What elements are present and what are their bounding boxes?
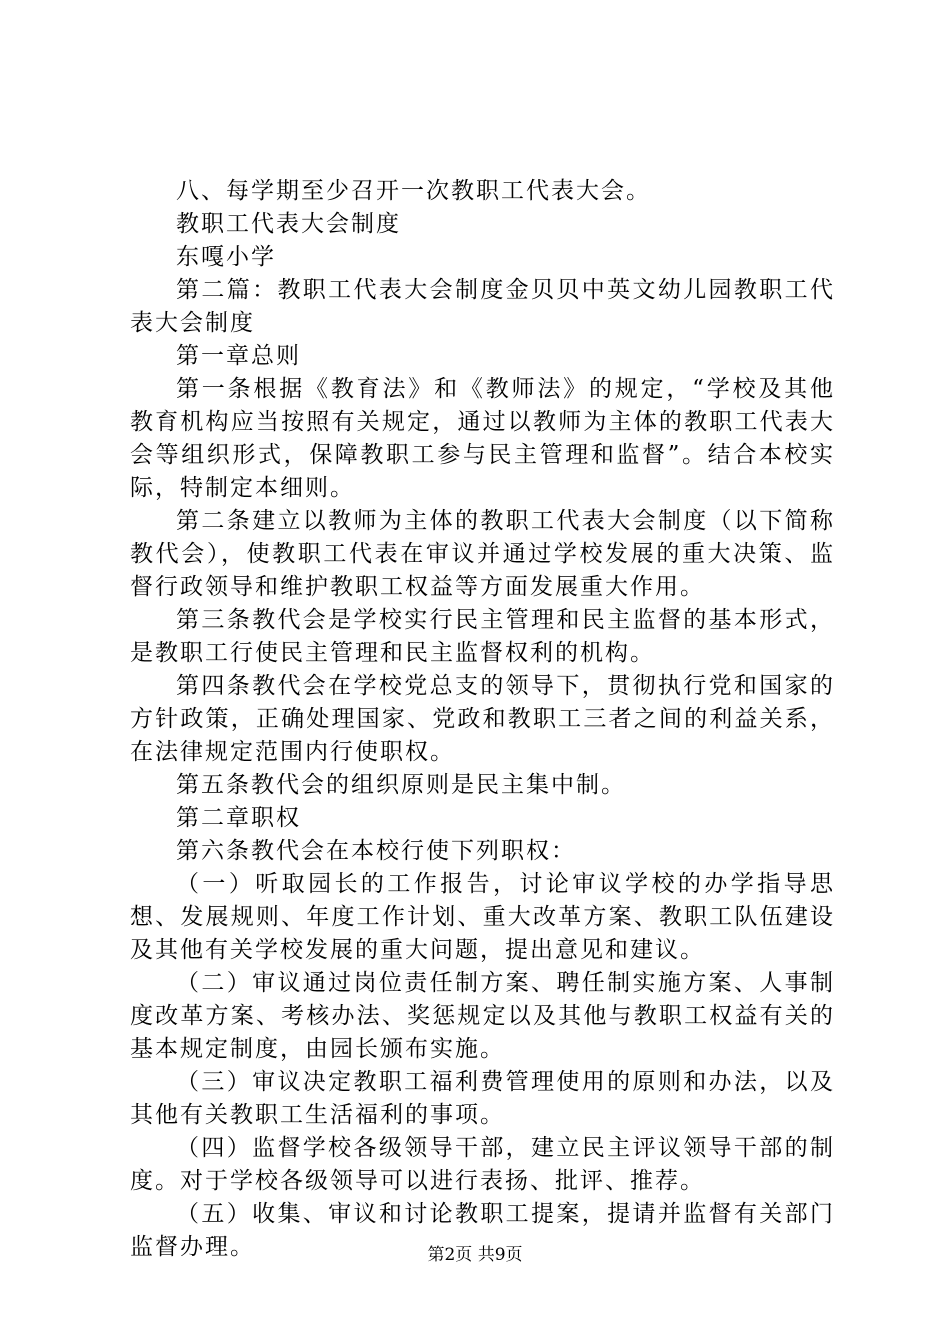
list-item: （一）听取园长的工作报告，讨论审议学校的办学指导思想、发展规则、年度工作计划、重大改革方案、教职工队伍建设及其他有关学校发展的重大问题，提出意见和建议。 xyxy=(130,871,835,963)
paragraph: 八、每学期至少召开一次教职工代表大会。 xyxy=(176,178,651,204)
list-item: （四）监督学校各级领导干部，建立民主评议领导干部的制度。对于学校各级领导可以进行表扬、批评、推荐。 xyxy=(130,1135,835,1194)
list-item: （三）审议决定教职工福利费管理使用的原则和办法，以及其他有关教职工生活福利的事项。 xyxy=(130,1069,835,1128)
page-footer xyxy=(0,1244,950,1266)
article-paragraph: 第四条教代会在学校党总支的领导下，贯彻执行党和国家的方针政策，正确处理国家、党政和教职工三者之间的利益关系，在法律规定范围内行使职权。 xyxy=(130,673,835,765)
article-paragraph: 第六条教代会在本校行使下列职权： xyxy=(176,838,576,864)
section-heading: 第二篇：教职工代表大会制度金贝贝中英文幼儿园教职工代表大会制度 xyxy=(130,277,835,336)
article-paragraph: 第一条根据《教育法》和《教师法》的规定，“学校及其他教育机构应当按照有关规定，通过以教师为主体的教职工代表大会等组织形式，保障教职工参与民主管理和监督”。结合本校实际，特制定本细则。 xyxy=(130,376,835,501)
list-item: （二）审议通过岗位责任制方案、聘任制实施方案、人事制度改革方案、考核办法、奖惩规定以及其他与教职工权益有关的基本规定制度，由园长颁布实施。 xyxy=(130,970,835,1062)
page-number: 第2页 xyxy=(427,1245,473,1265)
paragraph: 东嘎小学 xyxy=(176,244,276,270)
article-paragraph: 第二条建立以教师为主体的教职工代表大会制度（以下简称教代会），使教职工代表在审议并通过学校发展的重大决策、监督行政领导和维护教职工权益等方面发展重大作用。 xyxy=(130,508,835,600)
list-item: （五）收集、审议和讨论教职工提案，提请并监督有关部门监督办理。 xyxy=(130,1201,835,1260)
paragraph: 教职工代表大会制度 xyxy=(176,211,401,237)
document-body xyxy=(130,175,835,1264)
article-paragraph: 第三条教代会是学校实行民主管理和民主监督的基本形式，是教职工行使民主管理和民主监督权利的机构。 xyxy=(130,607,835,666)
chapter-heading: 第一章总则 xyxy=(176,343,301,369)
article-paragraph: 第五条教代会的组织原则是民主集中制。 xyxy=(176,772,626,798)
page-total: 共9页 xyxy=(477,1245,523,1265)
chapter-heading: 第二章职权 xyxy=(176,805,301,831)
